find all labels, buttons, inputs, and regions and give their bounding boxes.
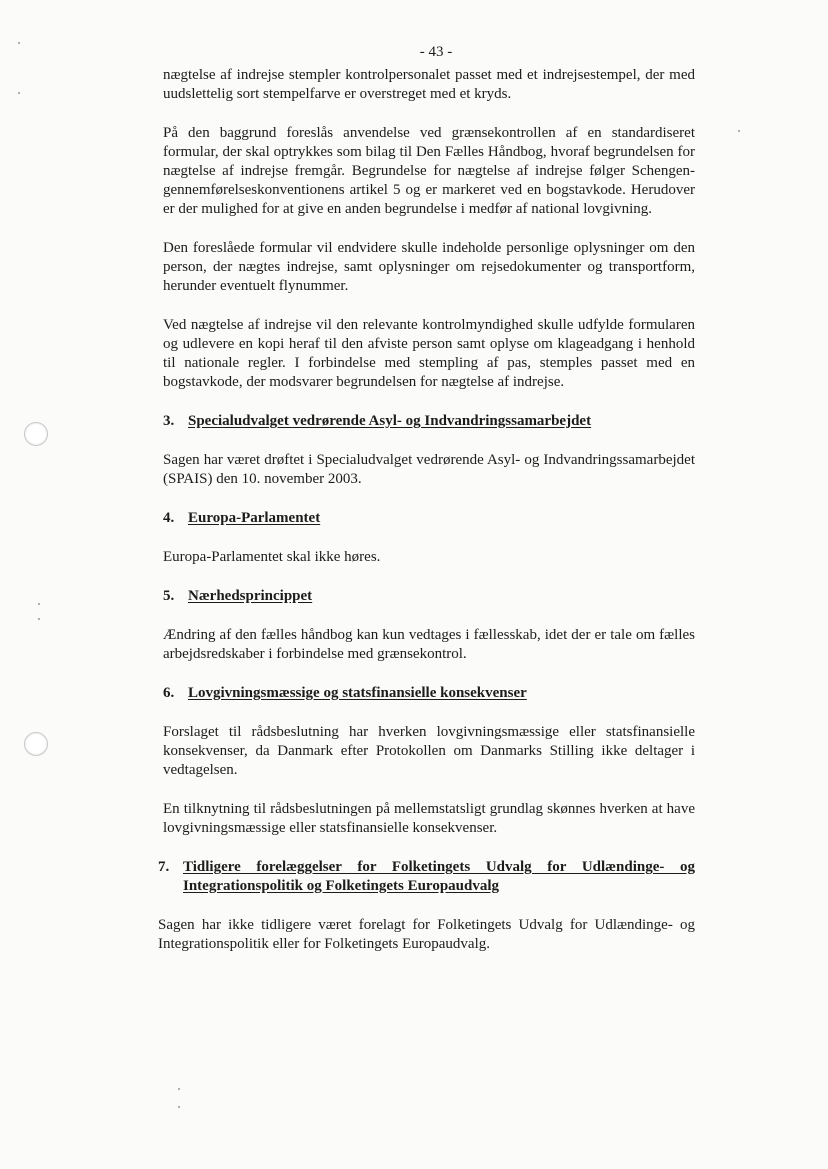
paragraph: Sagen har ikke tidligere været forelagt for Folketingets Udvalg for Udlændinge- og Integrationspolitik eller for Folketingets Europaudvalg. [158, 917, 695, 952]
section-number: 5. [163, 588, 175, 604]
section-title: Lovgivningsmæssige og statsfinansielle konsekvenser [188, 685, 527, 701]
section-number: 4. [163, 510, 175, 526]
section-heading-6 [163, 684, 695, 703]
punch-hole-upper [24, 422, 48, 446]
section-title: Tidligere forelæggelser for Folketingets Udvalg for Udlændinge- og Integrationspolitik og Folketingets Europaudvalg [183, 859, 695, 894]
paragraph: Den foreslåede formular vil endvidere skulle indeholde personlige oplysninger om den person, der nægtes indrejse, samt oplysninger om rejsedokumenter og transportform, herunder eventuelt flynummer. [163, 240, 695, 294]
document-body [158, 66, 695, 974]
paragraph: nægtelse af indrejse stempler kontrolpersonalet passet med et indrejsestempel, der med uudslettelig sort stempelfarve er overstreget med et kryds. [163, 67, 695, 102]
paragraph: Europa-Parlamentet skal ikke høres. [163, 549, 381, 565]
paragraph: Sagen har været drøftet i Specialudvalget vedrørende Asyl- og Indvandringssamarbejdet (SPAIS) den 10. november 2003. [163, 452, 695, 487]
paragraph: En tilknytning til rådsbeslutningen på mellemstatsligt grundlag skønnes hverken at have lovgivningsmæssige eller statsfinansielle konsekvenser. [163, 801, 695, 836]
paragraph: Ved nægtelse af indrejse vil den relevante kontrolmyndighed skulle udfylde formularen og udlevere en kopi heraf til den afviste person samt oplyse om klageadgang i henhold til nationale regler. I forbindelse med stempling af pas, stemples passet med en bogstavkode, der modsvarer begrundelsen for nægtelse af indrejse. [163, 317, 695, 390]
paragraph: Ændring af den fælles håndbog kan kun vedtages i fællesskab, idet der er tale om fælles arbejdsredskaber i forbindelse med grænsekontrol. [163, 627, 695, 662]
scan-speck [178, 1106, 180, 1108]
section-title: Specialudvalget vedrørende Asyl- og Indvandringssamarbejdet [188, 413, 592, 429]
section-heading-3 [163, 412, 695, 431]
scan-speck [178, 1088, 180, 1090]
section-title: Europa-Parlamentet [188, 510, 321, 526]
scan-speck [38, 618, 40, 620]
scan-speck [738, 130, 740, 132]
section-title: Nærhedsprincippet [188, 588, 313, 604]
punch-hole-lower [24, 732, 48, 756]
section-heading-4 [163, 509, 695, 528]
section-heading-5 [163, 587, 695, 606]
paragraph: Forslaget til rådsbeslutning har hverken lovgivningsmæssige eller statsfinansielle konsekvenser, da Danmark efter Protokollen om Danmarks Stilling ikke deltager i vedtagelsen. [163, 724, 695, 778]
page-number: - 43 - [419, 44, 453, 60]
section-number: 6. [163, 685, 175, 701]
scan-speck [18, 92, 20, 94]
section-heading-7 [158, 858, 695, 896]
section-number: 3. [163, 413, 175, 429]
paragraph: På den baggrund foreslås anvendelse ved grænsekontrollen af en standardiseret formular, der skal optrykkes som bilag til Den Fælles Håndbog, hvoraf begrundelsen for nægtelse af indrejse fremgår. Begrundelse for nægtelse af indrejse følger Schengen-gennemførelseskonventionens artikel 5 og er markeret ved en bogstavkode. Herudover er der mulighed for at give en anden begrundelse i medfør af national lovgivning. [163, 125, 695, 217]
section-number: 7. [158, 859, 170, 875]
scan-speck [38, 603, 40, 605]
